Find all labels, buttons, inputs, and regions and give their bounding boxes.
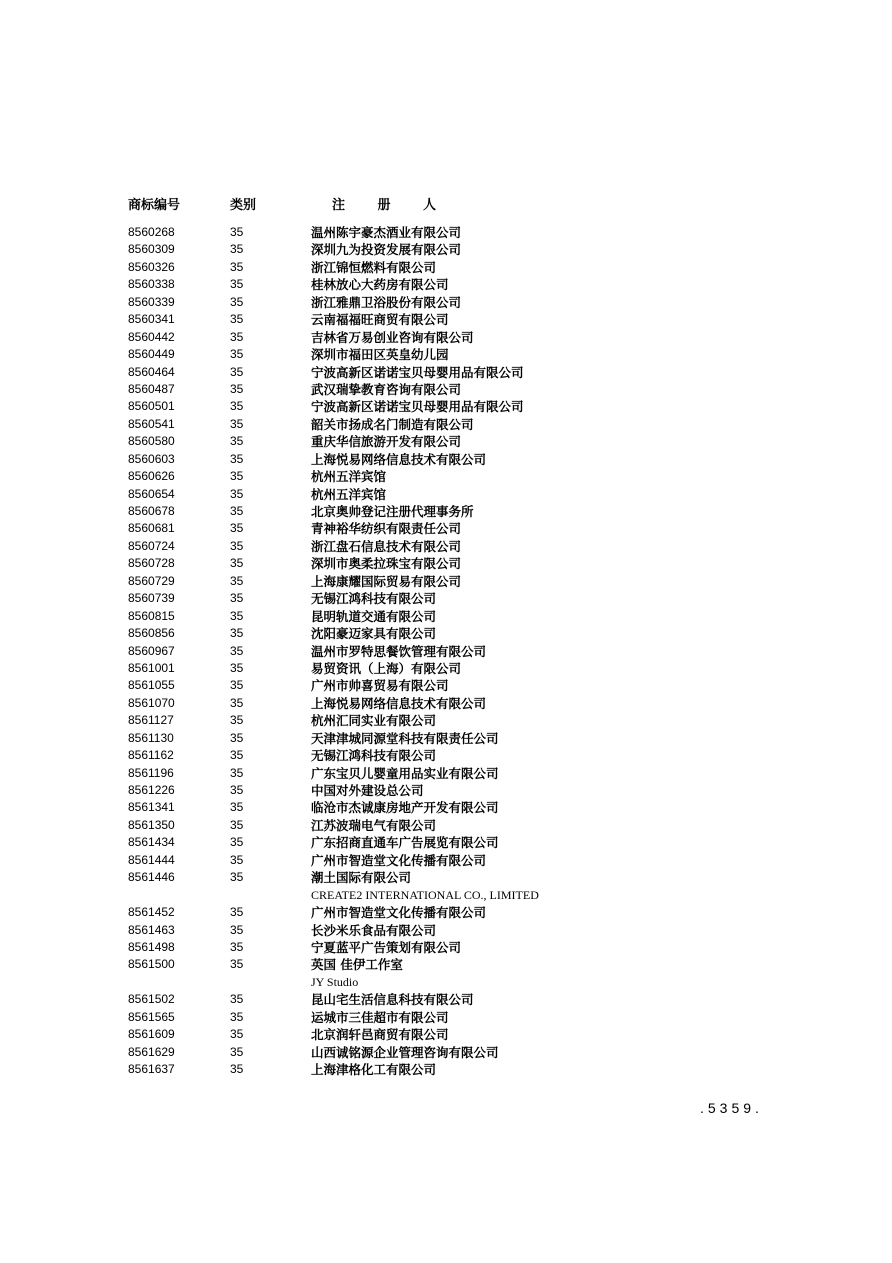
trademark-class: 35 xyxy=(230,660,244,675)
registrant-name: 青神裕华纺织有限责任公司 xyxy=(311,521,462,537)
registrant-name: 广东宝贝儿婴童用品实业有限公司 xyxy=(311,765,499,781)
trademark-number: 8561341 xyxy=(128,800,175,815)
trademark-class: 35 xyxy=(230,1044,244,1059)
table-row xyxy=(0,538,892,555)
trademark-table xyxy=(0,224,892,1078)
trademark-number: 8560678 xyxy=(128,504,175,518)
registrant-name: 运城市三佳超市有限公司 xyxy=(311,1009,449,1025)
registrant-name: 昆山宅生活信息科技有限公司 xyxy=(311,992,474,1008)
trademark-number: 8561070 xyxy=(128,695,175,710)
table-row xyxy=(0,991,892,1008)
registrant-name: 昆明轨道交通有限公司 xyxy=(311,608,437,624)
trademark-number: 8560268 xyxy=(128,225,175,239)
trademark-class: 35 xyxy=(230,277,244,292)
trademark-class: 35 xyxy=(230,817,244,832)
trademark-class: 35 xyxy=(230,748,244,763)
trademark-number: 8561162 xyxy=(128,748,174,763)
trademark-number: 8561637 xyxy=(128,1062,175,1076)
trademark-class: 35 xyxy=(230,695,244,710)
trademark-class: 35 xyxy=(230,591,244,606)
registrant-name: JY Studio xyxy=(311,974,359,989)
registrant-name: 深圳九为投资发展有限公司 xyxy=(311,242,462,258)
registrant-name: 宁波高新区诺诺宝贝母婴用品有限公司 xyxy=(311,399,524,415)
trademark-number: 8560654 xyxy=(128,486,175,501)
table-row xyxy=(0,433,892,450)
table-row xyxy=(0,329,892,346)
registrant-name: 上海悦易网络信息技术有限公司 xyxy=(311,451,487,467)
registrant-name: 中国对外建设总公司 xyxy=(311,783,424,798)
table-row xyxy=(0,608,892,625)
registrant-name: 杭州五洋宾馆 xyxy=(311,486,387,502)
trademark-number: 8561498 xyxy=(128,939,175,954)
header-class: 类别 xyxy=(230,198,257,213)
trademark-class: 35 xyxy=(230,992,244,1007)
registrant-name: CREATE2 INTERNATIONAL CO., LIMITED xyxy=(311,887,539,902)
trademark-class: 35 xyxy=(230,800,244,815)
trademark-class: 35 xyxy=(230,573,244,588)
registrant-name: 上海津格化工有限公司 xyxy=(311,1062,437,1077)
registrant-name: 杭州五洋宾馆 xyxy=(311,469,387,485)
table-row xyxy=(0,939,892,956)
registrant-name: 上海悦易网络信息技术有限公司 xyxy=(311,695,487,711)
table-row xyxy=(0,520,892,537)
trademark-number: 8560580 xyxy=(128,434,175,449)
trademark-number: 8560464 xyxy=(128,364,175,379)
trademark-class: 35 xyxy=(230,905,244,920)
table-row xyxy=(0,904,892,921)
trademark-number: 8561127 xyxy=(128,713,174,728)
trademark-number: 8560339 xyxy=(128,294,175,309)
table-row xyxy=(0,765,892,782)
trademark-number: 8561001 xyxy=(128,660,175,675)
table-row xyxy=(0,1026,892,1043)
table-row xyxy=(0,346,892,363)
trademark-class: 35 xyxy=(230,294,244,309)
table-header xyxy=(0,194,892,214)
table-row xyxy=(0,677,892,694)
trademark-number: 8560326 xyxy=(128,259,175,274)
table-row xyxy=(0,590,892,607)
trademark-class: 35 xyxy=(230,939,244,954)
trademark-number: 8561226 xyxy=(128,783,175,797)
registrant-name: 沈阳豪迈家具有限公司 xyxy=(311,626,437,642)
trademark-number: 8561446 xyxy=(128,870,175,885)
table-row xyxy=(0,730,892,747)
table-row xyxy=(0,695,892,712)
registrant-name: 吉林省万易创业咨询有限公司 xyxy=(311,329,474,345)
table-row xyxy=(0,364,892,381)
table-row xyxy=(0,259,892,276)
trademark-class: 35 xyxy=(230,381,244,396)
trademark-number: 8561055 xyxy=(128,678,175,693)
trademark-class: 35 xyxy=(230,364,244,379)
trademark-number: 8560442 xyxy=(128,329,175,344)
trademark-class: 35 xyxy=(230,678,244,693)
registrant-name: 杭州汇同实业有限公司 xyxy=(311,713,437,729)
trademark-class: 35 xyxy=(230,469,244,484)
trademark-number: 8560724 xyxy=(128,538,175,553)
header-trademark-number: 商标编号 xyxy=(128,198,181,213)
trademark-class: 35 xyxy=(230,329,244,344)
table-row xyxy=(0,468,892,485)
trademark-number: 8561196 xyxy=(128,765,174,780)
table-row xyxy=(0,381,892,398)
trademark-class: 35 xyxy=(230,730,244,745)
trademark-class: 35 xyxy=(230,643,244,658)
table-row xyxy=(0,451,892,468)
registrant-name: 深圳市福田区英皇幼儿园 xyxy=(311,347,449,363)
trademark-class: 35 xyxy=(230,1009,244,1024)
registrant-name: 桂林放心大药房有限公司 xyxy=(311,277,449,293)
registrant-name: 温州市罗特思餐饮管理有限公司 xyxy=(311,643,487,659)
trademark-number: 8560449 xyxy=(128,347,175,362)
header-registrant: 注 册 人 xyxy=(332,198,451,213)
registrant-name: 长沙米乐食品有限公司 xyxy=(311,922,437,938)
registrant-name: 浙江盘石信息技术有限公司 xyxy=(311,538,462,554)
trademark-class: 35 xyxy=(230,399,244,414)
trademark-number: 8560338 xyxy=(128,277,175,292)
registrant-name: 温州陈宇豪杰酒业有限公司 xyxy=(311,225,462,240)
trademark-number: 8560967 xyxy=(128,643,175,658)
registrant-name: 广州市智造堂文化传播有限公司 xyxy=(311,852,487,868)
registrant-name: 深圳市奥柔拉珠宝有限公司 xyxy=(311,556,462,572)
trademark-class: 35 xyxy=(230,765,244,780)
trademark-class: 35 xyxy=(230,852,244,867)
registrant-name: 北京奥帅登记注册代理事务所 xyxy=(311,504,474,519)
trademark-number: 8560487 xyxy=(128,381,175,396)
table-row xyxy=(0,294,892,311)
table-row xyxy=(0,573,892,590)
table-row xyxy=(0,869,892,886)
trademark-number: 8561629 xyxy=(128,1044,175,1059)
registrant-name: 云南福福旺商贸有限公司 xyxy=(311,312,449,328)
trademark-class: 35 xyxy=(230,957,244,972)
table-row xyxy=(0,852,892,869)
table-row xyxy=(0,712,892,729)
trademark-number: 8561502 xyxy=(128,992,175,1007)
trademark-class: 35 xyxy=(230,1062,244,1076)
table-row xyxy=(0,1009,892,1026)
table-row xyxy=(0,834,892,851)
trademark-class: 35 xyxy=(230,312,244,327)
trademark-number: 8560729 xyxy=(128,573,175,588)
trademark-number: 8560626 xyxy=(128,469,175,484)
table-row xyxy=(0,625,892,642)
table-row xyxy=(0,817,892,834)
registrant-name: 韶关市扬成名门制造有限公司 xyxy=(311,416,474,432)
table-row xyxy=(0,974,892,991)
registrant-name: 潮土国际有限公司 xyxy=(311,870,412,886)
trademark-number: 8560728 xyxy=(128,556,175,571)
registrant-name: 广州市帅喜贸易有限公司 xyxy=(311,678,449,694)
table-row xyxy=(0,224,892,241)
trademark-class: 35 xyxy=(230,783,244,797)
table-row xyxy=(0,486,892,503)
registrant-name: 宁夏蓝平广告策划有限公司 xyxy=(311,939,462,955)
table-row xyxy=(0,276,892,293)
trademark-class: 35 xyxy=(230,242,244,257)
trademark-class: 35 xyxy=(230,225,244,239)
trademark-number: 8561130 xyxy=(128,730,174,745)
trademark-class: 35 xyxy=(230,416,244,431)
trademark-number: 8560501 xyxy=(128,399,175,414)
trademark-class: 35 xyxy=(230,922,244,937)
trademark-class: 35 xyxy=(230,870,244,885)
table-row xyxy=(0,398,892,415)
trademark-class: 35 xyxy=(230,347,244,362)
trademark-class: 35 xyxy=(230,521,244,536)
trademark-number: 8560856 xyxy=(128,626,175,641)
registrant-name: 武汉瑞挚教育咨询有限公司 xyxy=(311,381,462,397)
registrant-name: 江苏波瑞电气有限公司 xyxy=(311,817,437,833)
registrant-name: 广州市智造堂文化传播有限公司 xyxy=(311,905,487,921)
registrant-name: 临沧市杰诚康房地产开发有限公司 xyxy=(311,800,499,816)
registrant-name: 无锡江鸿科技有限公司 xyxy=(311,748,437,764)
trademark-number: 8561609 xyxy=(128,1027,175,1042)
trademark-number: 8561444 xyxy=(128,852,175,867)
trademark-number: 8560541 xyxy=(128,416,175,431)
registrant-name: 浙江锦恒燃料有限公司 xyxy=(311,259,437,275)
trademark-class: 35 xyxy=(230,504,244,518)
table-row xyxy=(0,241,892,258)
registrant-name: 上海康耀国际贸易有限公司 xyxy=(311,573,462,589)
trademark-class: 35 xyxy=(230,713,244,728)
trademark-number: 8560603 xyxy=(128,451,175,466)
table-row xyxy=(0,956,892,973)
trademark-class: 35 xyxy=(230,451,244,466)
registrant-name: 易贸资讯（上海）有限公司 xyxy=(311,660,462,676)
table-row xyxy=(0,643,892,660)
table-row xyxy=(0,922,892,939)
table-row xyxy=(0,660,892,677)
trademark-class: 35 xyxy=(230,835,244,850)
trademark-number: 8561452 xyxy=(128,905,175,920)
trademark-class: 35 xyxy=(230,1027,244,1042)
table-row xyxy=(0,887,892,904)
trademark-class: 35 xyxy=(230,538,244,553)
trademark-class: 35 xyxy=(230,608,244,623)
registrant-name: 英国 佳伊工作室 xyxy=(311,957,403,973)
registrant-name: 重庆华信旅游开发有限公司 xyxy=(311,434,462,450)
trademark-number: 8561434 xyxy=(128,835,175,850)
registrant-name: 山西诚铭源企业管理咨询有限公司 xyxy=(311,1044,499,1060)
trademark-number: 8561463 xyxy=(128,922,175,937)
table-row xyxy=(0,747,892,764)
trademark-number: 8560309 xyxy=(128,242,175,257)
trademark-class: 35 xyxy=(230,626,244,641)
registrant-name: 宁波高新区诺诺宝贝母婴用品有限公司 xyxy=(311,364,524,380)
trademark-class: 35 xyxy=(230,259,244,274)
registrant-name: 无锡江鸿科技有限公司 xyxy=(311,591,437,607)
registrant-name: 北京润轩邑商贸有限公司 xyxy=(311,1027,449,1043)
trademark-number: 8560341 xyxy=(128,312,175,327)
trademark-number: 8561350 xyxy=(128,817,175,832)
trademark-class: 35 xyxy=(230,434,244,449)
table-row xyxy=(0,416,892,433)
trademark-class: 35 xyxy=(230,486,244,501)
table-row xyxy=(0,1044,892,1061)
table-row xyxy=(0,782,892,799)
trademark-number: 8561500 xyxy=(128,957,175,972)
trademark-number: 8560815 xyxy=(128,608,175,623)
trademark-class: 35 xyxy=(230,556,244,571)
trademark-number: 8560681 xyxy=(128,521,175,536)
table-row xyxy=(0,1061,892,1078)
page-number: .5359. xyxy=(700,1100,763,1116)
table-row xyxy=(0,799,892,816)
registrant-name: 浙江雅鼎卫浴股份有限公司 xyxy=(311,294,462,310)
table-row xyxy=(0,503,892,520)
registrant-name: 广东招商直通车广告展览有限公司 xyxy=(311,835,499,851)
registrant-name: 天津津城同源堂科技有限责任公司 xyxy=(311,730,499,746)
table-row xyxy=(0,555,892,572)
trademark-number: 8560739 xyxy=(128,591,175,606)
table-row xyxy=(0,311,892,328)
trademark-number: 8561565 xyxy=(128,1009,175,1024)
